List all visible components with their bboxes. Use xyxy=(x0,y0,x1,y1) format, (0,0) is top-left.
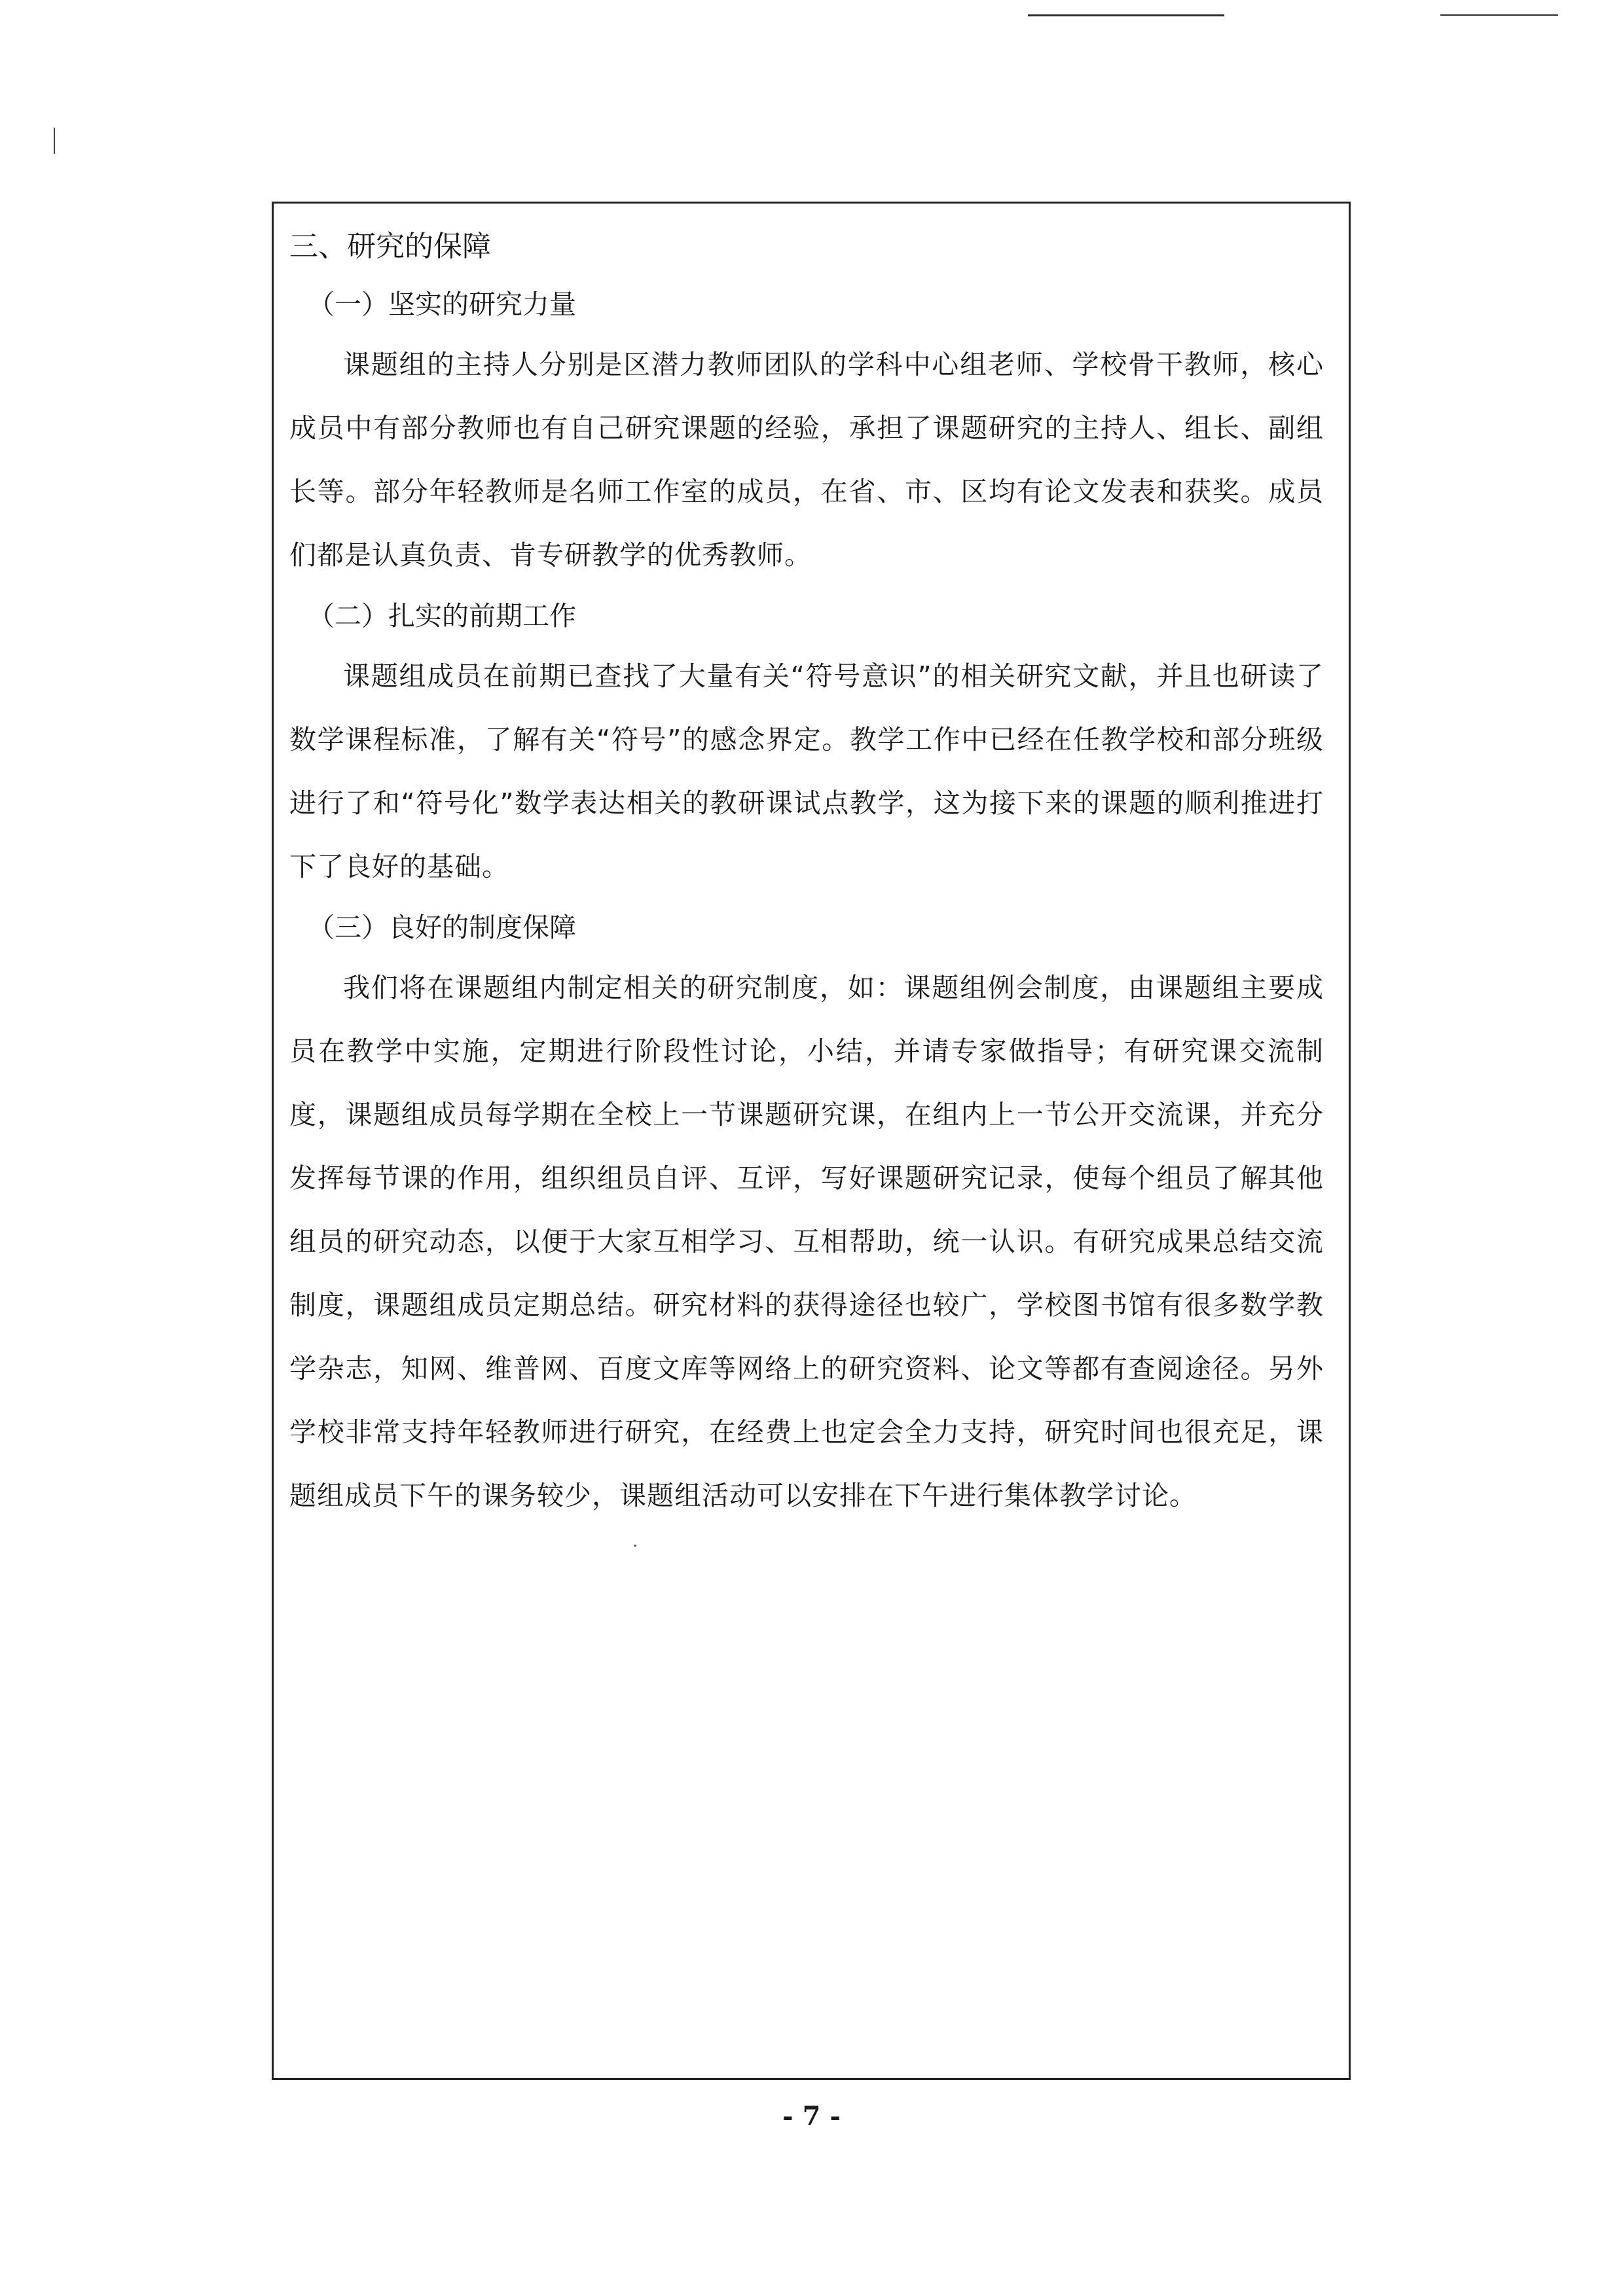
content-frame xyxy=(272,202,1351,2080)
section-content xyxy=(289,218,1324,1528)
scan-margin-mark xyxy=(54,128,55,154)
subsection-paragraph-3: 我们将在课题组内制定相关的研究制度，如：课题组例会制度，由课题组主要成员在教学中实施，定期进行阶段性讨论，小结，并请专家做指导；有研究课交流制度，课题组成员每学期在全校上一节课题研究课，在组内上一节公开交流课，并充分发挥每节课的作用，组织组员自评、互评，写好课题研究记录，使每个组员了解其他组员的研究动态，以便于大家互相学习、互相帮助，统一认识。有研究成果总结交流制度，课题组成员定期总结。研究材料的获得途径也较广，学校图书馆有很多数学教学杂志，知网、维普网、百度文库等网络上的研究资料、论文等都有查阅途径。另外学校非常支持年轻教师进行研究，在经费上也定会全力支持，研究时间也很充足，课题组成员下午的课务较少，课题组活动可以安排在下午进行集体教学讨论。 xyxy=(289,972,1324,1511)
section-title: 三、研究的保障 xyxy=(289,230,491,263)
subsection-paragraph-1: 课题组的主持人分别是区潜力教师团队的学科中心组老师、学校骨干教师，核心成员中有部分教师也有自己研究课题的经验，承担了课题研究的主持人、组长、副组长等。部分年轻教师是名师工作室的成员，在省、市、区均有论文发表和获奖。成员们都是认真负责、肯专研教学的优秀教师。 xyxy=(289,349,1324,571)
page-number: - 7 - xyxy=(782,2101,841,2132)
subsection-heading-2: （二）扎实的前期工作 xyxy=(308,600,576,632)
subsection-heading-1: （一）坚实的研究力量 xyxy=(308,289,576,320)
scan-edge-line-short xyxy=(1440,14,1558,16)
subsection-paragraph-2: 课题组成员在前期已查找了大量有关“符号意识”的相关研究文献，并且也研读了数学课程标准，了解有关“符号”的感念界定。教学工作中已经在任教学校和部分班级进行了和“符号化”数学表达相关的教研课试点教学，这为接下来的课题的顺利推进打下了良好的基础。 xyxy=(289,660,1324,882)
subsection-heading-3: （三）良好的制度保障 xyxy=(308,912,576,943)
scan-edge-line xyxy=(1028,14,1224,16)
